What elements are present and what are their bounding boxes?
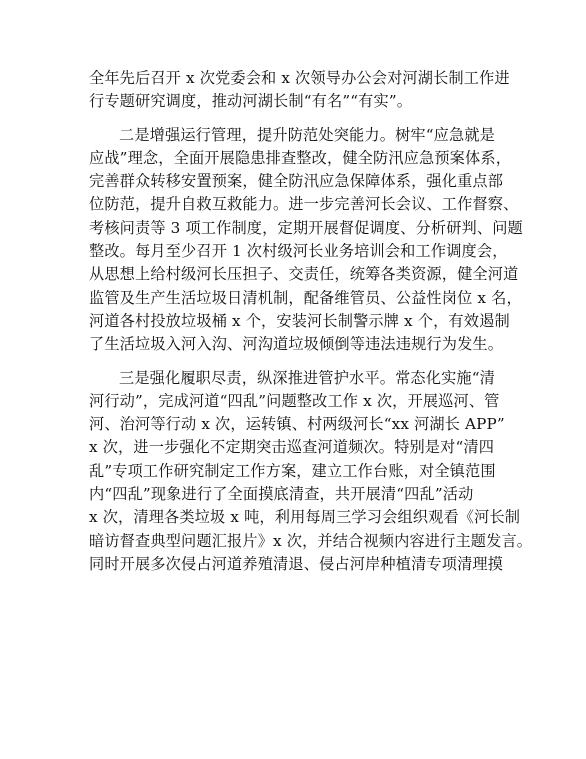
- document-body: [89, 67, 533, 576]
- paragraph-1: [89, 67, 510, 114]
- paragraph-line: 行专题研究调度，推动河湖长制“有名”“有实”。: [89, 92, 413, 111]
- paragraph-line: x 次，清理各类垃圾 x 吨，利用每周三学习会组织观看《河长制: [89, 508, 521, 527]
- paragraph-first-line: 三是强化履职尽责，纵深推进管护水平。常态化实施“清: [119, 368, 496, 387]
- paragraph-spacer: [89, 114, 499, 124]
- paragraph-line: 考核问责等 3 项工作制度，定期开展督促调度、分析研判、问题: [89, 218, 523, 237]
- paragraph-line: 监管及生产生活垃圾日清机制，配备维管员、公益性岗位 x 名，: [89, 288, 522, 307]
- paragraph-first-line: 二是增强运行管理，提升防范处突能力。树牢“应急就是: [119, 125, 496, 144]
- paragraph-line: x 次，进一步强化不定期突击巡查河道频次。特别是对“清四: [89, 438, 495, 457]
- paragraph-spacer: [89, 357, 499, 367]
- paragraph-line: 从思想上给村级河长压担子、交责任，统筹各类资源，健全河道: [89, 265, 519, 284]
- paragraph-line: 应战”理念，全面开展隐患排查整改，健全防汛应急预案体系，: [89, 148, 512, 167]
- paragraph-3: [89, 367, 533, 577]
- paragraph-2: [89, 124, 523, 357]
- paragraph-line: 位防范，提升自救互救能力。进一步完善河长会议、工作督察、: [89, 195, 519, 214]
- paragraph-line: 河行动”，完成河道“四乱”问题整改工作 x 次，开展巡河、管: [89, 391, 500, 410]
- paragraph-line: 同时开展多次侵占河道养殖清退、侵占河岸种植清专项清理摸: [89, 554, 504, 573]
- paragraph-line: 暗访督查典型问题汇报片》x 次，并结合视频内容进行主题发言。: [89, 531, 533, 550]
- paragraph-line: 整改。每月至少召开 1 次村级河长业务培训会和工作调度会，: [89, 242, 508, 261]
- paragraph-line: 内“四乱”现象进行了全面摸底清查，共开展清“四乱”活动: [89, 485, 474, 504]
- paragraph-line: 了生活垃圾入河入沟、河沟道垃圾倾倒等违法违规行为发生。: [89, 335, 504, 354]
- paragraph-line: 河道各村投放垃圾桶 x 个，安装河长制警示牌 x 个，有效遏制: [89, 311, 510, 330]
- paragraph-line: 河、治河等行动 x 次，运转镇、村两级河长“xx 河湖长 APP”: [89, 415, 505, 434]
- paragraph-line: 乱”专项工作研究制定工作方案，建立工作台账，对全镇范围: [89, 461, 496, 480]
- paragraph-line: 全年先后召开 x 次党委会和 x 次领导办公会对河湖长制工作进: [89, 69, 510, 87]
- paragraph-line: 完善群众转移安置预案，健全防汛应急保障体系，强化重点部: [89, 172, 504, 191]
